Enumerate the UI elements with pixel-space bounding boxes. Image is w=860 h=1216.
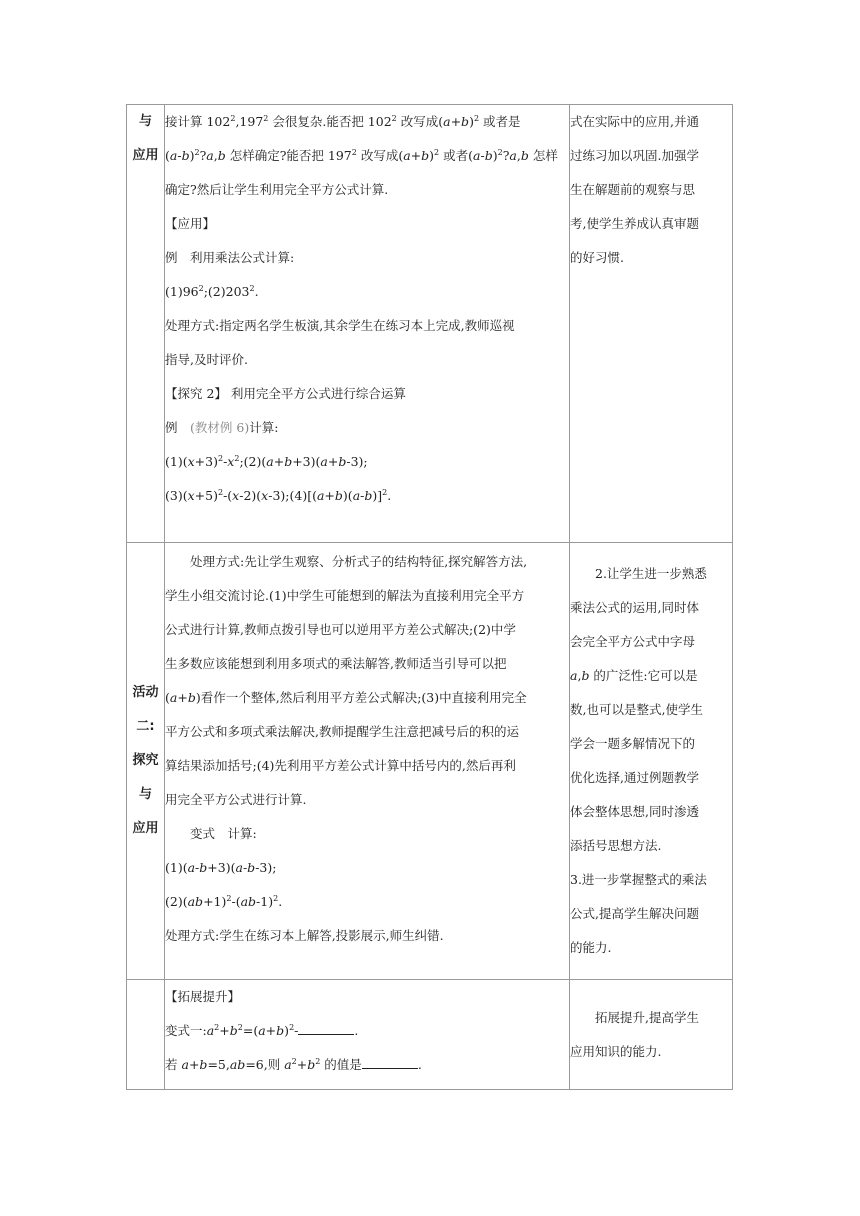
answer-blank[interactable] bbox=[362, 1056, 418, 1069]
intent-cell bbox=[570, 105, 733, 543]
text-line: 处理方式:先让学生观察、分析式子的结构特征,探究解答方法, bbox=[190, 554, 528, 569]
table-row bbox=[127, 543, 733, 980]
variant-item: $(2)(ab+1)^2-(ab-1)^2$. bbox=[165, 893, 283, 909]
method-line: 指导,及时评价. bbox=[165, 352, 248, 367]
activity-label-line: 应用 bbox=[132, 148, 159, 163]
text-line: (a+b)看作一个整体,然后利用平方差公式解决;(3)中直接利用完全 bbox=[165, 690, 527, 705]
note-line: 公式,提高学生解决问题 bbox=[570, 906, 699, 921]
expression-line: $(1)(x+3)^2-x^2;(2)(a+b+3)(a+b-3)$; bbox=[165, 453, 368, 469]
activity-label-line: 与 bbox=[138, 114, 152, 129]
activity-label-cell bbox=[127, 980, 165, 1090]
note-line: 考,使学生养成认真审题 bbox=[570, 216, 699, 231]
example2-prefix: 例 bbox=[165, 420, 191, 435]
text-line: 算结果添加括号;(4)先利用平方差公式计算中括号内的,然后再利 bbox=[165, 758, 516, 773]
lesson-plan-table bbox=[126, 104, 733, 1090]
example2-line bbox=[165, 411, 569, 445]
activity-label-line: 探究 bbox=[132, 753, 159, 768]
example-items: $(1)96^2;(2)203^2$. bbox=[165, 283, 259, 299]
activity-label-line: 应用 bbox=[132, 821, 159, 836]
activity-label-line: 活动 bbox=[132, 685, 159, 700]
text-line: $(a-b)^2?a,b$ 怎样确定?能否把 $197^2$ 改写成$(a+b)^2$ 或者$(a-b)^2?a,b$ 怎样 bbox=[165, 147, 558, 163]
text-line: 接计算 $102^2,197^2$ 会很复杂.能否把 $102^2$ 改写成$(a+b)^2$ 或者是 bbox=[165, 113, 521, 129]
variant-item: (1)(a-b+3)(a-b-3); bbox=[165, 860, 277, 875]
note-line: 过练习加以巩固.加强学 bbox=[570, 148, 699, 163]
text-line: 用完全平方公式进行计算. bbox=[165, 792, 307, 807]
activity-label-line: 二: bbox=[136, 719, 155, 734]
note-line: 生在解题前的观察与思 bbox=[570, 182, 696, 197]
apply-heading: 【应用】 bbox=[165, 216, 216, 231]
answer-blank[interactable] bbox=[298, 1022, 354, 1035]
note-line: 体会整体思想,同时渗透 bbox=[570, 804, 699, 819]
example2-suffix: 计算: bbox=[249, 420, 279, 435]
process-cell bbox=[165, 105, 570, 543]
intent-cell bbox=[570, 980, 733, 1090]
note-line: 添括号思想方法. bbox=[570, 838, 662, 853]
note-line: 拓展提升,提高学生 bbox=[595, 1009, 699, 1025]
intent-cell bbox=[570, 543, 733, 980]
text-line: 学生小组交流讨论.(1)中学生可能想到的解法为直接利用完全平方 bbox=[165, 588, 525, 603]
method-line: 处理方式:指定两名学生板演,其余学生在练习本上完成,教师巡视 bbox=[165, 318, 515, 333]
note-line: 的能力. bbox=[570, 940, 612, 955]
note-line: 3.进一步掌握整式的乘法 bbox=[570, 872, 707, 887]
activity-label-cell bbox=[127, 543, 165, 980]
explore-heading: 【探究 2】 利用完全平方公式进行综合运算 bbox=[165, 386, 406, 401]
note-line: 的好习惯. bbox=[570, 250, 624, 265]
text-line: 公式进行计算,教师点拨引导也可以逆用平方差公式解决;(2)中学 bbox=[165, 622, 516, 637]
note-line: a,b 的广泛性:它可以是 bbox=[570, 668, 698, 683]
process-cell bbox=[165, 543, 570, 980]
table-row bbox=[127, 105, 733, 543]
note-line: 数,也可以是整式,使学生 bbox=[570, 702, 703, 717]
activity-label-line: 与 bbox=[138, 787, 152, 802]
expression-line: $(3)(x+5)^2-(x-2)(x-3);(4)[(a+b)(a-b)]^2$. bbox=[165, 487, 392, 503]
example-line: 例 利用乘法公式计算: bbox=[165, 250, 295, 265]
note-line: 学会一题多解情况下的 bbox=[570, 736, 696, 751]
note-line: 2.让学生进一步熟悉 bbox=[595, 566, 707, 581]
note-line: 优化选择,通过例题教学 bbox=[570, 770, 699, 785]
text-line: 确定?然后让学生利用完全平方公式计算. bbox=[165, 182, 389, 197]
extension-line: 若 a+b=5,ab=6,则 $a^2+b^2$ 的值是 . bbox=[165, 1056, 422, 1072]
note-line: 式在实际中的应用,并通 bbox=[570, 114, 699, 129]
text-line: 生多数应该能想到利用多项式的乘法解答,教师适当引导可以把 bbox=[165, 656, 507, 671]
extension-heading: 【拓展提升】 bbox=[165, 989, 241, 1004]
note-line: 乘法公式的运用,同时体 bbox=[570, 600, 699, 615]
textbook-reference: (教材例 6) bbox=[190, 420, 250, 435]
activity-label-cell bbox=[127, 105, 165, 543]
variant-line: 变式 计算: bbox=[190, 826, 257, 841]
note-line: 应用知识的能力. bbox=[570, 1043, 662, 1059]
note-line: 会完全平方公式中字母 bbox=[570, 634, 696, 649]
process-cell bbox=[165, 980, 570, 1090]
text-line: 平方公式和多项式乘法解决,教师提醒学生注意把减号后的积的运 bbox=[165, 724, 519, 739]
method-line: 处理方式:学生在练习本上解答,投影展示,师生纠错. bbox=[165, 928, 444, 943]
extension-line: 变式一$:a^2+b^2=(a+b)^2-$ . bbox=[165, 1022, 359, 1038]
table-row bbox=[127, 980, 733, 1090]
